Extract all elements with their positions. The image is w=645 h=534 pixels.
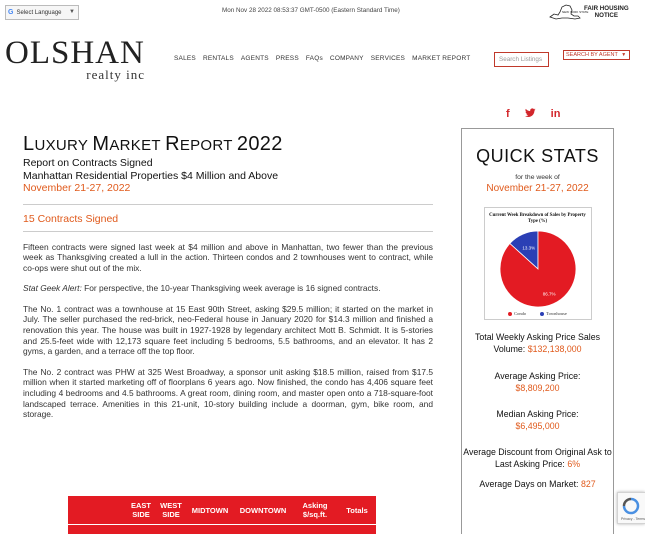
page-title: LUXURY MARKET REPORT 2022 bbox=[23, 133, 283, 155]
stat-geek-label: Stat Geek Alert: bbox=[23, 283, 82, 294]
social-links bbox=[506, 108, 560, 121]
nav-agents[interactable]: AGENTS bbox=[240, 55, 269, 62]
nav-sales[interactable]: SALES bbox=[174, 55, 196, 62]
nav-rentals[interactable]: RENTALS bbox=[202, 55, 234, 62]
nav-market-report[interactable]: MARKET REPORT bbox=[412, 55, 471, 62]
paragraph-3: The No. 1 contract was a townhouse at 15 East 90th Street, asking $29.5 million; it started on the market in July. The seller purchased the red-brick, neo-Federal house in January 2020 for $14.3 million and finished a renovation this year. The house was built in 1927-1928 by legendary architect Mott B. Schmidt. It is 5-stories and 25.5-feet wide with 12,173 square feet including 5 bedrooms, 5.5 bathrooms, and an elevator. It has 2 gyms, a garden, and a terrace off the top floor. bbox=[23, 303, 433, 357]
twitter-icon[interactable] bbox=[525, 108, 536, 121]
current-datetime: Mon Nov 28 2022 08:53:37 GMT-0500 (Eastern Standard Time) bbox=[222, 7, 400, 14]
fair-housing-notice[interactable] bbox=[548, 3, 629, 21]
report-subtitle-2: Manhattan Residential Properties $4 Million and Above bbox=[23, 169, 279, 182]
linkedin-icon[interactable]: in bbox=[550, 108, 561, 120]
pie-chart-svg bbox=[485, 229, 591, 309]
nav-services[interactable]: SERVICES bbox=[370, 55, 406, 62]
search-by-agent-label: SEARCH BY AGENT bbox=[566, 52, 618, 58]
pie-chart bbox=[484, 207, 592, 320]
contracts-table bbox=[68, 496, 376, 534]
language-select-label: Select Language bbox=[16, 9, 62, 16]
header-east-side: EAST SIDE bbox=[130, 501, 151, 519]
fair-housing-line2: NOTICE bbox=[594, 12, 619, 19]
new-york-state-icon bbox=[548, 3, 589, 21]
header-totals: Totals bbox=[346, 505, 368, 515]
quick-stats-title: QUICK STATS bbox=[476, 146, 599, 166]
divider bbox=[23, 204, 433, 205]
pie-label-townhouse: 13.3% bbox=[521, 245, 535, 251]
report-subtitle-1: Report on Contracts Signed bbox=[23, 157, 153, 169]
header-midtown: MIDTOWN bbox=[191, 505, 229, 515]
language-select[interactable] bbox=[5, 5, 79, 20]
stat-average-price: Average Asking Price: $8,809,200 bbox=[494, 371, 581, 393]
paragraph-1: Fifteen contracts were signed last week at $4 million and above in Manhattan, two fewer than the previous week as Thanksgiving created a lull in the action. Thirteen condos and 2 townhouses went to contract, while co-ops were shut out of the mix. bbox=[23, 241, 433, 273]
quick-stats-week-label: for the week of bbox=[515, 174, 560, 181]
recaptcha-badge[interactable] bbox=[617, 492, 645, 524]
report-date: November 21-27, 2022 bbox=[23, 182, 131, 194]
section-heading: 15 Contracts Signed bbox=[23, 213, 433, 232]
table-row bbox=[68, 524, 376, 525]
svg-text:Privacy - Terms: Privacy - Terms bbox=[621, 517, 645, 521]
google-g-icon: G bbox=[8, 9, 14, 16]
market-report bbox=[23, 133, 433, 420]
main-nav bbox=[174, 55, 470, 62]
chart-legend bbox=[485, 311, 591, 316]
logo-main-text: OLSHAN bbox=[5, 35, 145, 71]
paragraph-4: The No. 2 contract was PHW at 325 West Broadway, a sponsor unit asking $18.5 million, raised from $17.5 million when it started marketing off of floorplans 6 years ago. Now finished, the condo has 4,406 square feet including 4 bedrooms and 4.5 bathrooms. A great room, dining room, and master open onto a 718-square-foot landscaped terrace. Amenities in this 21-unit, 10-story building include a doorman, gym, bike room, and storage. bbox=[23, 366, 433, 420]
quick-stats-panel bbox=[461, 128, 614, 534]
search-by-agent-select[interactable] bbox=[563, 50, 630, 60]
header-asking-sqft: Asking $/sq.ft. bbox=[302, 501, 328, 519]
legend-condo: Condo bbox=[508, 311, 526, 316]
paragraph-2: Stat Geek Alert: For perspective, the 10-year Thanksgiving week average is 16 signed contracts. bbox=[23, 283, 381, 294]
nav-press[interactable]: PRESS bbox=[275, 55, 299, 62]
facebook-icon[interactable]: f bbox=[506, 108, 510, 120]
nav-faqs[interactable]: FAQs bbox=[305, 55, 323, 62]
fair-housing-line1: FAIR HOUSING bbox=[584, 5, 629, 12]
chevron-down-icon: ▼ bbox=[69, 9, 75, 15]
logo-sub-text: realty inc bbox=[86, 67, 145, 82]
table-header bbox=[68, 496, 376, 524]
chart-title: Current Week Breakdown of Sales by Property Type (%) bbox=[489, 213, 586, 224]
pie-label-condo: 86.7% bbox=[542, 291, 555, 297]
recaptcha-icon bbox=[618, 493, 644, 523]
nys-label: NEW YORK STATE bbox=[562, 10, 589, 14]
olshan-logo[interactable] bbox=[5, 35, 155, 82]
quick-stats-date: November 21-27, 2022 bbox=[486, 183, 589, 194]
top-bar bbox=[0, 0, 645, 26]
nav-company[interactable]: COMPANY bbox=[329, 55, 364, 62]
chevron-down-icon: ▼ bbox=[621, 52, 627, 58]
stat-average-discount: Average Discount from Original Ask to Last Asking Price: 6% bbox=[463, 447, 612, 469]
header-downtown: DOWNTOWN bbox=[239, 505, 287, 515]
legend-townhouse: Townhouse bbox=[540, 311, 567, 316]
stat-median-price: Median Asking Price: $6,495,000 bbox=[496, 409, 579, 431]
header-west-side: WEST SIDE bbox=[160, 501, 182, 519]
search-listings-input[interactable]: Search Listings bbox=[494, 52, 549, 67]
stat-days-on-market: Average Days on Market: 827 bbox=[479, 479, 596, 489]
stat-total-volume: Total Weekly Asking Price Sales Volume: $132,138,000 bbox=[474, 332, 600, 354]
